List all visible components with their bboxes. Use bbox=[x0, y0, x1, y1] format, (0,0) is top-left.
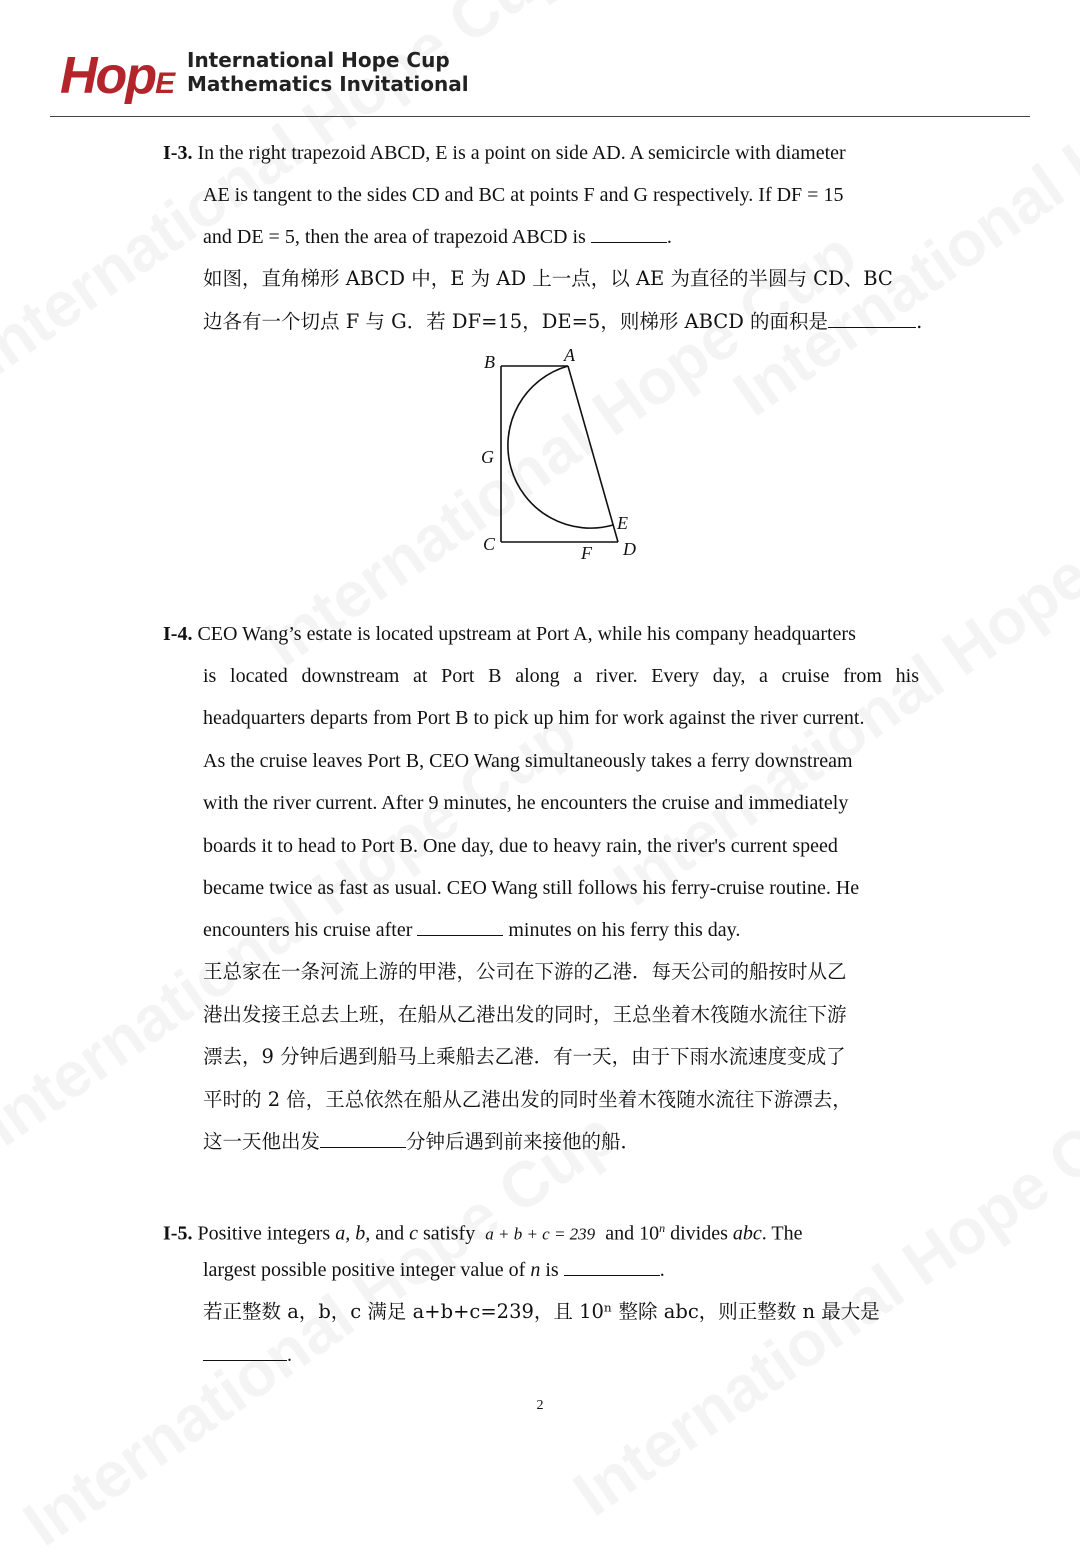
variable-n: n bbox=[530, 1259, 541, 1281]
problem-i3-zh-line1: 如图，直角梯形 ABCD 中，E 为 AD 上一点，以 AE 为直径的半圆与 CD、BC bbox=[203, 267, 893, 290]
problem-text: and 10 bbox=[605, 1222, 660, 1245]
trapezoid-figure bbox=[478, 345, 648, 565]
semicircle bbox=[508, 366, 613, 528]
problem-text: 分钟后遇到前来接他的船． bbox=[406, 1130, 641, 1153]
problem-number: I-5. bbox=[163, 1222, 193, 1245]
org-name-line1: International Hope Cup bbox=[187, 48, 450, 72]
label-b: B bbox=[484, 352, 495, 372]
side-ad bbox=[568, 366, 618, 542]
problem-text: largest possible positive integer value of bbox=[203, 1259, 526, 1281]
problem-i3-line3 bbox=[203, 216, 672, 259]
label-g: G bbox=[481, 447, 494, 467]
period: . bbox=[666, 226, 672, 248]
problem-i4-zh-line2: 港出发接王总去上班，在船从乙港出发的同时，王总坐着木筏随水流往下游 bbox=[203, 1003, 847, 1026]
problem-i4-line8 bbox=[203, 909, 740, 952]
page-number: 2 bbox=[536, 1398, 544, 1413]
problem-i5-zh-line1: 若正整数 a，b，c 满足 a+b+c=239，且 10ⁿ 整除 abc，则正整数 n 最大是 bbox=[203, 1300, 880, 1323]
problem-i4-zh-line5 bbox=[203, 1121, 640, 1164]
problem-text: 边各有一个切点 F 与 G．若 DF=15，DE=5，则梯形 ABCD 的面积是 bbox=[203, 310, 829, 333]
answer-blank bbox=[320, 1127, 406, 1148]
label-e: E bbox=[617, 513, 628, 533]
problem-text: . The bbox=[761, 1222, 803, 1245]
label-a: A bbox=[564, 345, 575, 365]
problem-text: divides bbox=[670, 1222, 728, 1245]
period: . bbox=[659, 1259, 665, 1281]
problem-i4-zh-line3: 漂去，9 分钟后遇到船马上乘船去乙港．有一天，由于下雨水流速度变成了 bbox=[203, 1045, 846, 1068]
variable-abc: abc bbox=[732, 1222, 762, 1245]
problem-i4-line4: As the cruise leaves Port B, CEO Wang simultaneously takes a ferry downstream bbox=[203, 750, 853, 772]
problem-text: CEO Wang’s estate is located upstream at Port A, while his company headquarters bbox=[197, 623, 856, 645]
hope-logo: HopE bbox=[60, 47, 175, 105]
label-f: F bbox=[581, 543, 592, 563]
problem-text: Positive integers bbox=[197, 1222, 331, 1245]
problem-text: is bbox=[545, 1259, 559, 1281]
problem-text: satisfy bbox=[423, 1222, 476, 1245]
answer-blank bbox=[591, 222, 667, 243]
problem-number: I-3. bbox=[163, 142, 193, 164]
answer-blank bbox=[564, 1255, 660, 1276]
exponent: n bbox=[659, 1221, 666, 1235]
answer-blank bbox=[828, 307, 916, 328]
variables: a, b, bbox=[335, 1222, 371, 1245]
header-divider bbox=[50, 116, 1030, 117]
answer-blank bbox=[417, 915, 503, 936]
problem-i4-zh-line4: 平时的 2 倍，王总依然在船从乙港出发的同时坐着木筏随水流往下游漂去， bbox=[203, 1088, 852, 1111]
problem-i4-line3: headquarters departs from Port B to pick up him for work against the river current. bbox=[203, 707, 865, 729]
answer-blank bbox=[203, 1340, 287, 1361]
period: . bbox=[916, 310, 923, 333]
problem-i3-line1 bbox=[163, 132, 920, 175]
problem-i4-line1 bbox=[163, 613, 856, 656]
label-d: D bbox=[623, 539, 636, 559]
org-name-line2: Mathematics Invitational bbox=[187, 72, 469, 96]
problem-text: In the right trapezoid ABCD, E is a point on side AD. A semicircle with diameter bbox=[197, 142, 846, 164]
problem-text: and DE = 5, then the area of trapezoid ABCD is bbox=[203, 226, 586, 248]
equation: a + b + c = 239 bbox=[485, 1224, 596, 1244]
problem-text: encounters his cruise after bbox=[203, 919, 413, 941]
problem-i4-zh-line1: 王总家在一条河流上游的甲港，公司在下游的乙港．每天公司的船按时从乙 bbox=[203, 960, 847, 983]
problem-i3-line2: AE is tangent to the sides CD and BC at points F and G respectively. If DF = 15 bbox=[203, 184, 844, 206]
problem-i3-zh-line2 bbox=[203, 301, 922, 344]
problem-i5-zh-line2 bbox=[203, 1334, 292, 1377]
period: . bbox=[287, 1344, 292, 1366]
problem-i4-line5: with the river current. After 9 minutes, he encounters the cruise and immediately bbox=[203, 792, 849, 814]
problem-i4-line6: boards it to head to Port B. One day, due to heavy rain, the river's current speed bbox=[203, 835, 838, 857]
problem-i5-line2 bbox=[203, 1249, 665, 1292]
problem-i4-line2: is located downstream at Port B along a river. Every day, a cruise from his bbox=[203, 665, 919, 687]
label-c: C bbox=[483, 534, 496, 554]
problem-number: I-4. bbox=[163, 623, 193, 645]
problem-text: 这一天他出发 bbox=[203, 1130, 321, 1153]
variable-c: c bbox=[409, 1222, 418, 1245]
problem-i4-line7: became twice as fast as usual. CEO Wang still follows his ferry-cruise routine. He bbox=[203, 877, 860, 899]
document-header bbox=[60, 44, 1030, 116]
problem-text: and bbox=[375, 1222, 405, 1245]
problem-text: minutes on his ferry this day. bbox=[508, 919, 741, 941]
